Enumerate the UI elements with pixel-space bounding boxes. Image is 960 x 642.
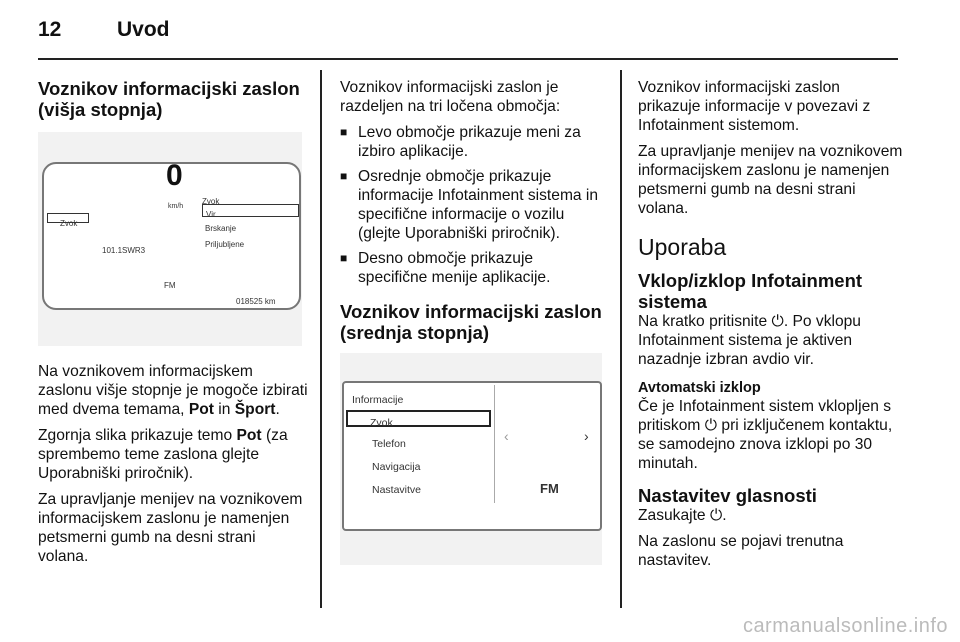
speed-value: 0 <box>166 159 183 192</box>
col1-paragraph-2: Zgornja slika prikazuje temo Pot (za sprembemo teme zaslona glejte Uporabniški priročnik). <box>38 427 288 482</box>
col3-paragraph-4: Če je Infotainment sistem vklopljen s pritiskom ⏻ pri izključenem kontaktu, se samodejno znova izklopi po 30 minutah. <box>638 398 893 472</box>
power-icon: ⏻ <box>709 507 723 524</box>
column-2 <box>340 78 606 565</box>
power-icon: ⏻ <box>771 313 784 330</box>
cluster-screen <box>42 159 301 310</box>
col3-heading-uporaba: Uporaba <box>638 234 727 260</box>
odometer: 018525 km <box>236 297 276 306</box>
col1-paragraph-1: Na voznikovem informacijskem zaslonu višje stopnje je mogoče izbirati med dvema temama, Pot in Šport. <box>38 363 308 418</box>
mid-cluster-screen <box>342 381 602 531</box>
menu-item-informacije: Informacije <box>352 394 404 406</box>
list-item: ■ Desno območje prikazuje specifične menije aplikacije. <box>340 249 606 287</box>
col3-paragraph-3: Na kratko pritisnite ⏻. Po vklopu Infotainment sistema je aktiven nazadnje izbran avdio vir. <box>638 313 861 368</box>
band-label: FM <box>164 281 176 290</box>
station-label: 101.1SWR3 <box>102 246 146 255</box>
left-item-zvok: Zvok <box>47 213 89 223</box>
list-item: ■ Levo območje prikazuje meni za izbiro aplikacije. <box>340 123 606 161</box>
column-1 <box>38 78 310 573</box>
menu-item-telefon: Telefon <box>372 438 406 450</box>
column-divider-1 <box>320 70 322 608</box>
speed-unit: km/h <box>168 203 184 210</box>
col3-paragraph-5: Zasukajte ⏻. <box>638 507 727 524</box>
mid-cluster-figure <box>340 353 602 565</box>
col1-paragraph-3: Za upravljanje menijev na voznikovem informacijskem zaslonu je namenjen petsmerni gumb na desni strani volana. <box>38 491 303 565</box>
band-label: FM <box>540 481 559 496</box>
column-3 <box>638 78 906 577</box>
col2-bullet-list <box>340 123 606 287</box>
page-number: 12 <box>38 18 62 41</box>
footer-watermark: carmanualsonline.info <box>742 615 948 637</box>
menu-item-brskanje: Brskanje <box>205 224 237 233</box>
divider <box>494 385 495 503</box>
column-divider-2 <box>620 70 622 608</box>
col3-paragraph-6: Na zaslonu se pojavi trenutna nastavitev. <box>638 533 844 569</box>
col3-heading-onoff: Vklop/izklop Infotainment sistema <box>638 270 863 312</box>
section-title: Uvod <box>117 18 170 41</box>
header-rule <box>38 58 898 60</box>
chevron-right-icon: › <box>584 428 589 444</box>
col3-paragraph-1: Voznikov informacijski zaslon prikazuje informacije v povezavi z Infotainment sistemom. <box>638 79 871 134</box>
upper-cluster-figure <box>38 132 302 346</box>
power-icon: ⏻ <box>704 417 718 434</box>
col1-heading: Voznikov informacijski zaslon (višja stopnja) <box>38 78 300 120</box>
menu-item-nastavitve: Nastavitve <box>372 484 422 496</box>
col3-heading-volume: Nastavitev glasnosti <box>638 485 817 506</box>
menu-item-vir: Vir <box>202 204 299 217</box>
list-item: ■ Osrednje območje prikazuje informacije Infotainment sistema in specifične informacije o vozilu (glejte Uporabniški priročnik). <box>340 167 606 243</box>
col3-paragraph-2: Za upravljanje menijev na voznikovem informacijskem zaslonu je namenjen petsmerni gumb na desni strani volana. <box>638 143 903 217</box>
col2-heading: Voznikov informacijski zaslon (srednja stopnja) <box>340 301 602 343</box>
menu-item-zvok: Zvok <box>346 410 491 427</box>
menu-item-navigacija: Navigacija <box>372 461 421 473</box>
col3-heading-autooff: Avtomatski izklop <box>638 380 761 396</box>
menu-item-priljubljene: Priljubljene <box>205 240 245 249</box>
col2-intro: Voznikov informacijski zaslon je razdeljen na tri ločena območja: <box>340 79 561 115</box>
back-label: Zvok <box>202 197 220 206</box>
chevron-left-icon: ‹ <box>504 428 509 444</box>
